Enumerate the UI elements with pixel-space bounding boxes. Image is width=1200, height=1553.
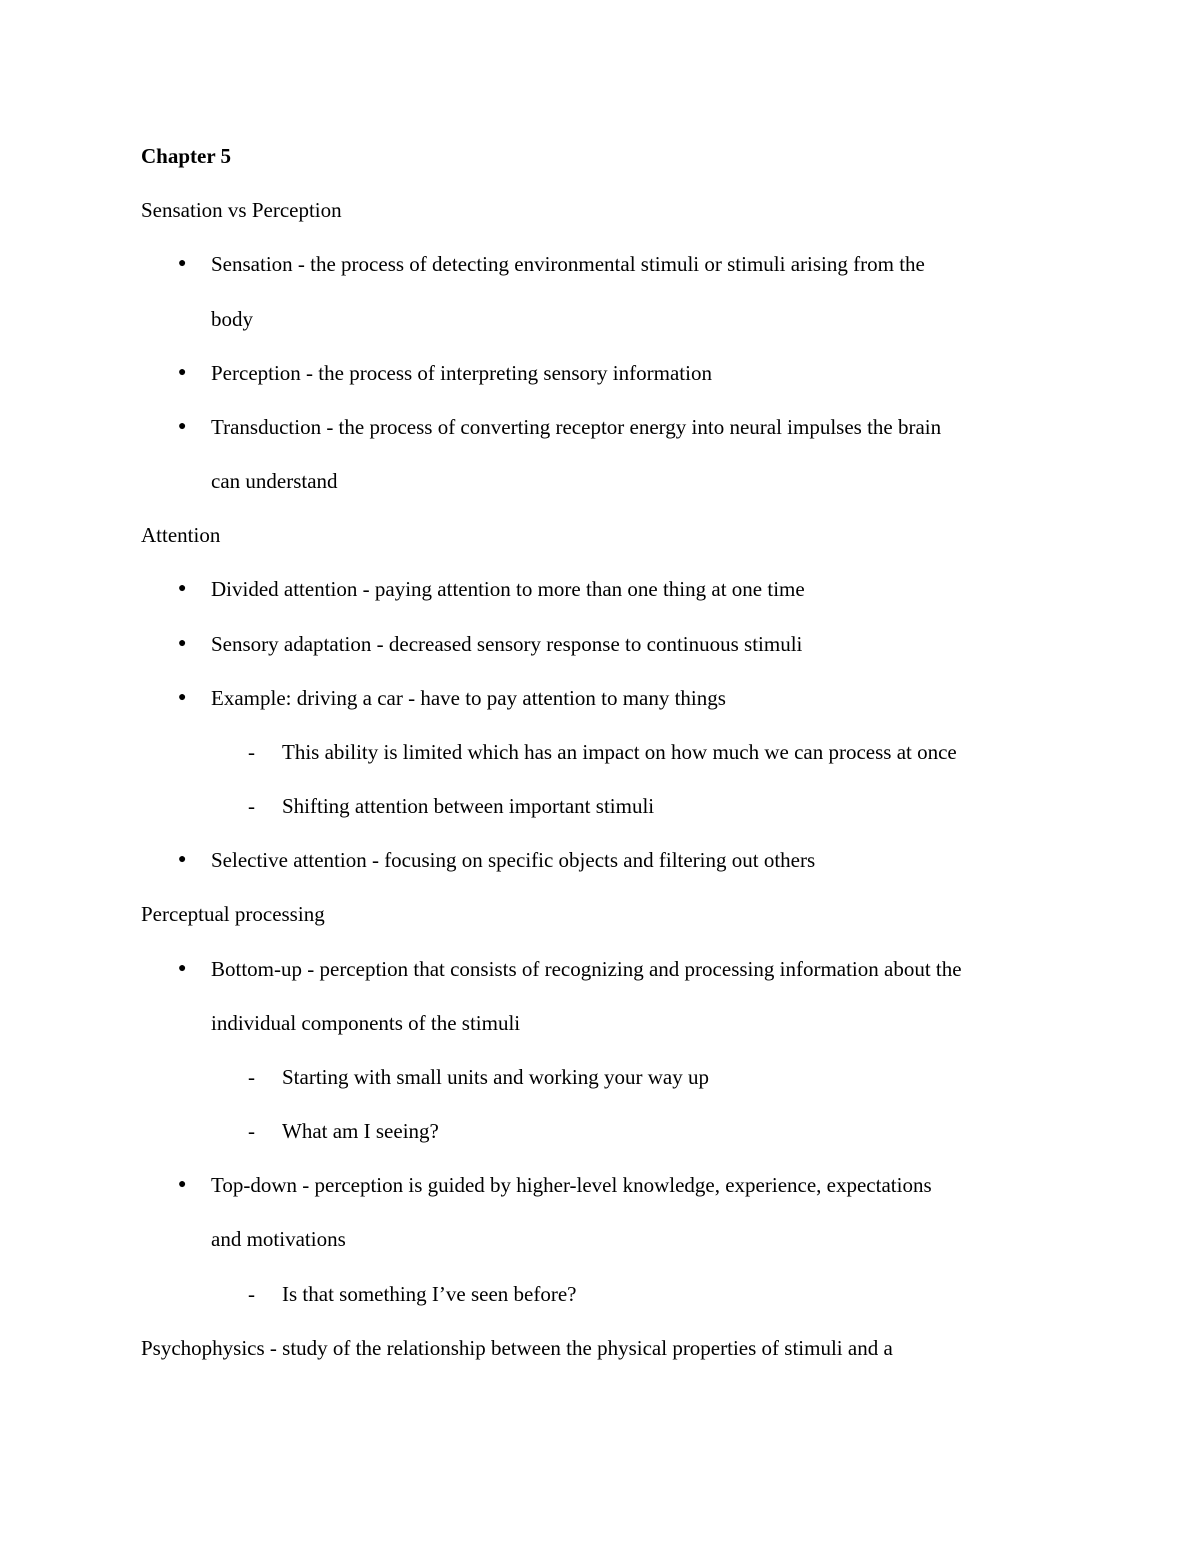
list-item-text: Sensation - the process of detecting environmental stimuli or stimuli arising from the	[211, 252, 925, 276]
dash-marker: -	[248, 740, 255, 764]
list-item-text: Divided attention - paying attention to more than one thing at one time	[211, 577, 805, 601]
section-heading-perceptual-processing: Perceptual processing	[141, 902, 325, 926]
bullet-icon: ●	[178, 852, 187, 867]
list-item-text: Transduction - the process of converting receptor energy into neural impulses the brain	[211, 415, 942, 439]
list-item-text: Sensory adaptation - decreased sensory response to continuous stimuli	[211, 632, 803, 656]
sub-list-item-text: Is that something I’ve seen before?	[282, 1282, 577, 1306]
bullet-icon: ●	[178, 636, 187, 651]
sub-list-item-text: Shifting attention between important stimuli	[282, 794, 655, 818]
list-item-text: Top-down - perception is guided by higher-level knowledge, experience, expectations	[211, 1173, 932, 1197]
chapter-title: Chapter 5	[141, 144, 232, 168]
bullet-icon: ●	[178, 690, 187, 705]
dash-marker: -	[248, 1065, 255, 1089]
bullet-icon: ●	[178, 1177, 187, 1192]
closing-paragraph: Psychophysics - study of the relationship between the physical properties of stimuli and a	[141, 1336, 893, 1360]
dash-marker: -	[248, 1282, 255, 1306]
bullet-icon: ●	[178, 256, 187, 271]
list-item-text: Perception - the process of interpreting sensory information	[211, 361, 712, 385]
sub-list-item-text: What am I seeing?	[282, 1119, 439, 1143]
bullet-icon: ●	[178, 581, 187, 596]
section-heading-sensation: Sensation vs Perception	[141, 198, 342, 222]
bullet-icon: ●	[178, 419, 187, 434]
bullet-icon: ●	[178, 961, 187, 976]
list-item-text: Example: driving a car - have to pay attention to many things	[211, 686, 726, 710]
dash-marker: -	[248, 1119, 255, 1143]
sub-list-item-text: This ability is limited which has an impact on how much we can process at once	[282, 740, 957, 764]
sub-list-item-text: Starting with small units and working your way up	[282, 1065, 709, 1089]
list-item-text-cont: individual components of the stimuli	[211, 1011, 521, 1035]
list-item-text: Selective attention - focusing on specific objects and filtering out others	[211, 848, 816, 872]
section-heading-attention: Attention	[141, 523, 221, 547]
list-item-text-cont: can understand	[211, 469, 338, 493]
list-item-text: Bottom-up - perception that consists of recognizing and processing information about the	[211, 957, 962, 981]
list-item-text-cont: and motivations	[211, 1227, 346, 1251]
list-item-text-cont: body	[211, 307, 253, 331]
dash-marker: -	[248, 794, 255, 818]
bullet-icon: ●	[178, 365, 187, 380]
